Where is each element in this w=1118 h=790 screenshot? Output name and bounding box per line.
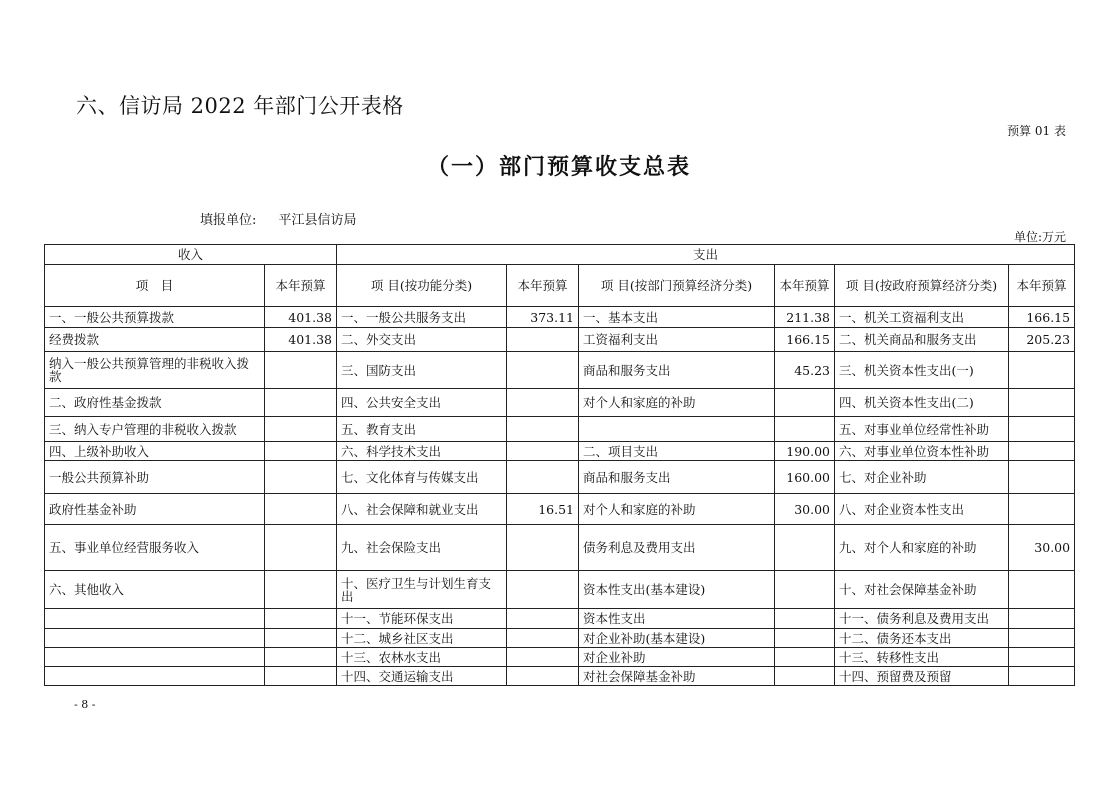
income-item-cell [45,609,265,629]
income-item-cell [45,648,265,667]
econ-item-header: 项 目(按部门预算经济分类) [579,265,775,307]
gov-item-cell: 十、对社会保障基金补助 [835,571,1009,609]
func-item-cell: 五、教育支出 [337,417,507,442]
func-item-cell: 十二、城乡社区支出 [337,629,507,648]
econ-budget-cell: 160.00 [775,461,835,494]
income-budget-cell [265,352,337,389]
filler-unit [200,209,357,228]
table-row [45,494,1075,525]
func-item-cell: 六、科学技术支出 [337,442,507,461]
income-budget-cell [265,525,337,571]
table-row [45,328,1075,352]
income-item-cell: 三、纳入专户管理的非税收入拨款 [45,417,265,442]
func-item-cell: 十四、交通运输支出 [337,667,507,686]
table-number: 预算 01 表 [1007,124,1066,138]
func-item-cell: 七、文化体育与传媒支出 [337,461,507,494]
econ-item-cell: 工资福利支出 [579,328,775,352]
table-row [45,307,1075,328]
func-item-header: 项 目(按功能分类) [337,265,507,307]
gov-item-cell: 六、对事业单位资本性补助 [835,442,1009,461]
econ-budget-cell: 211.38 [775,307,835,328]
income-budget-cell [265,571,337,609]
gov-budget-cell: 166.15 [1009,307,1075,328]
func-budget-cell [507,629,579,648]
gov-item-cell: 一、机关工资福利支出 [835,307,1009,328]
econ-budget-cell [775,609,835,629]
gov-budget-cell [1009,648,1075,667]
econ-item-cell: 对个人和家庭的补助 [579,494,775,525]
econ-budget-cell: 166.15 [775,328,835,352]
income-item-cell: 一、一般公共预算拨款 [45,307,265,328]
gov-item-cell: 七、对企业补助 [835,461,1009,494]
econ-budget-cell: 30.00 [775,494,835,525]
table-row [45,648,1075,667]
gov-budget-cell [1009,667,1075,686]
func-budget-cell [507,352,579,389]
income-budget-header: 本年预算 [265,265,337,307]
gov-item-cell: 九、对个人和家庭的补助 [835,525,1009,571]
income-item-cell: 二、政府性基金拨款 [45,389,265,417]
econ-item-cell: 二、项目支出 [579,442,775,461]
econ-budget-cell [775,571,835,609]
gov-item-cell: 八、对企业资本性支出 [835,494,1009,525]
func-item-cell: 十三、农林水支出 [337,648,507,667]
gov-budget-cell [1009,494,1075,525]
table-row [45,571,1075,609]
gov-item-cell: 十二、债务还本支出 [835,629,1009,648]
income-budget-cell [265,494,337,525]
econ-item-cell: 对企业补助(基本建设) [579,629,775,648]
gov-budget-cell: 30.00 [1009,525,1075,571]
econ-budget-header: 本年预算 [775,265,835,307]
income-budget-cell [265,389,337,417]
page-number: - 8 - [74,698,96,711]
econ-item-cell: 商品和服务支出 [579,352,775,389]
unit-label: 单位:万元 [1013,230,1066,244]
income-budget-cell: 401.38 [265,328,337,352]
gov-item-cell: 四、机关资本性支出(二) [835,389,1009,417]
func-item-cell: 一、一般公共服务支出 [337,307,507,328]
income-item-cell: 一般公共预算补助 [45,461,265,494]
gov-budget-cell [1009,417,1075,442]
income-item-cell: 政府性基金补助 [45,494,265,525]
func-budget-cell [507,328,579,352]
gov-budget-cell [1009,442,1075,461]
table-row [45,667,1075,686]
income-budget-cell [265,442,337,461]
econ-item-cell: 一、基本支出 [579,307,775,328]
gov-item-cell: 十三、转移性支出 [835,648,1009,667]
gov-item-cell: 十四、预留费及预留 [835,667,1009,686]
econ-budget-cell: 45.23 [775,352,835,389]
gov-item-cell: 二、机关商品和服务支出 [835,328,1009,352]
gov-budget-cell: 205.23 [1009,328,1075,352]
section-heading: 六、信访局 2022 年部门公开表格 [76,94,404,118]
func-budget-cell [507,525,579,571]
table-row [45,352,1075,389]
gov-item-header: 项 目(按政府预算经济分类) [835,265,1009,307]
econ-budget-cell [775,389,835,417]
gov-budget-cell [1009,352,1075,389]
func-budget-cell [507,609,579,629]
econ-item-cell: 对企业补助 [579,648,775,667]
econ-budget-cell [775,525,835,571]
expense-group-header: 支出 [337,245,1075,265]
gov-budget-header: 本年预算 [1009,265,1075,307]
income-item-header: 项 目 [45,265,265,307]
func-budget-cell [507,461,579,494]
income-item-cell: 经费拨款 [45,328,265,352]
gov-item-cell: 三、机关资本性支出(一) [835,352,1009,389]
table-row [45,389,1075,417]
econ-item-cell: 商品和服务支出 [579,461,775,494]
func-item-cell: 三、国防支出 [337,352,507,389]
table-row [45,417,1075,442]
econ-budget-cell [775,629,835,648]
func-item-cell: 十、医疗卫生与计划生育支出 [337,571,507,609]
func-budget-cell [507,667,579,686]
filler-value: 平江县信访局 [278,213,357,228]
table-row [45,525,1075,571]
table-row [45,442,1075,461]
filler-label: 填报单位: [200,213,257,228]
gov-budget-cell [1009,629,1075,648]
func-budget-cell [507,648,579,667]
econ-budget-cell [775,648,835,667]
func-budget-header: 本年预算 [507,265,579,307]
econ-item-cell: 对个人和家庭的补助 [579,389,775,417]
income-item-cell: 纳入一般公共预算管理的非税收入拨款 [45,352,265,389]
income-item-cell: 六、其他收入 [45,571,265,609]
income-budget-cell [265,629,337,648]
func-budget-cell [507,571,579,609]
income-budget-cell: 401.38 [265,307,337,328]
econ-item-cell: 对社会保障基金补助 [579,667,775,686]
gov-budget-cell [1009,389,1075,417]
income-budget-cell [265,667,337,686]
econ-item-cell: 债务利息及费用支出 [579,525,775,571]
econ-item-cell [579,417,775,442]
income-budget-cell [265,417,337,442]
table-title: （一）部门预算收支总表 [426,154,691,180]
func-item-cell: 四、公共安全支出 [337,389,507,417]
econ-budget-cell [775,667,835,686]
gov-budget-cell [1009,571,1075,609]
econ-budget-cell: 190.00 [775,442,835,461]
income-budget-cell [265,648,337,667]
income-item-cell [45,667,265,686]
income-budget-cell [265,461,337,494]
econ-item-cell: 资本性支出 [579,609,775,629]
gov-budget-cell [1009,609,1075,629]
econ-budget-cell [775,417,835,442]
func-item-cell: 十一、节能环保支出 [337,609,507,629]
econ-item-cell: 资本性支出(基本建设) [579,571,775,609]
gov-item-cell: 五、对事业单位经常性补助 [835,417,1009,442]
func-item-cell: 二、外交支出 [337,328,507,352]
income-budget-cell [265,609,337,629]
func-budget-cell [507,417,579,442]
table-row [45,629,1075,648]
gov-item-cell: 十一、债务利息及费用支出 [835,609,1009,629]
gov-budget-cell [1009,461,1075,494]
table-row [45,609,1075,629]
func-item-cell: 九、社会保险支出 [337,525,507,571]
func-budget-cell: 373.11 [507,307,579,328]
func-budget-cell [507,442,579,461]
func-budget-cell: 16.51 [507,494,579,525]
income-group-header: 收入 [45,245,337,265]
income-item-cell: 四、上级补助收入 [45,442,265,461]
func-item-cell: 八、社会保障和就业支出 [337,494,507,525]
budget-summary-table [44,244,1075,686]
income-item-cell [45,629,265,648]
table-row [45,461,1075,494]
income-item-cell: 五、事业单位经营服务收入 [45,525,265,571]
func-budget-cell [507,389,579,417]
